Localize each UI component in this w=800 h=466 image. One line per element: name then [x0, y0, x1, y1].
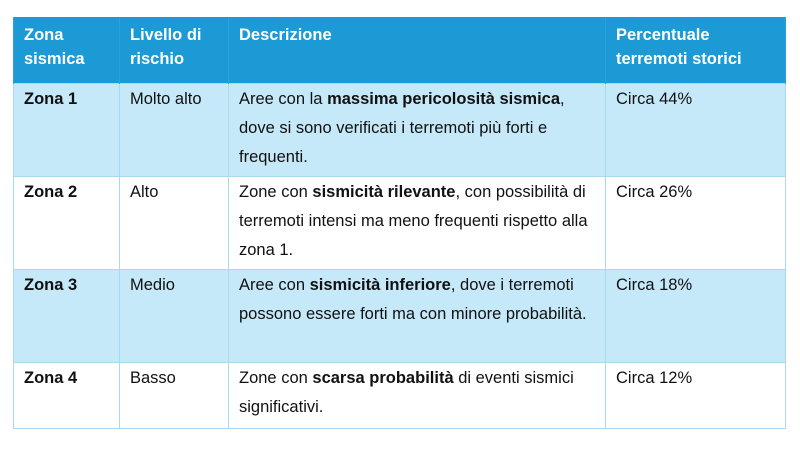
description-highlight: sismicità inferiore	[309, 275, 451, 294]
description-cell	[229, 362, 606, 428]
table-row	[14, 269, 786, 362]
description-text: Zone con	[239, 368, 313, 387]
description-cell	[229, 83, 606, 176]
header-percentage: Percentuale terremoti storici	[606, 17, 786, 83]
description-highlight: scarsa probabilità	[312, 368, 454, 387]
header-row	[14, 17, 786, 83]
description-text: , dove si sono verificati i terremoti più forti e frequenti.	[239, 89, 565, 166]
percentage-cell: Circa 18%	[606, 269, 786, 362]
description-cell	[229, 176, 606, 269]
header-zone: Zona sismica	[14, 17, 120, 83]
description-highlight: massima pericolosità sismica	[327, 89, 561, 108]
risk-cell: Alto	[120, 176, 229, 269]
zone-cell: Zona 4	[14, 362, 120, 428]
description-text: , con possibilità di terremoti intensi ma meno frequenti rispetto alla zona 1.	[239, 182, 588, 259]
description-text: Aree con	[239, 275, 310, 294]
percentage-cell: Circa 26%	[606, 176, 786, 269]
risk-cell: Molto alto	[120, 83, 229, 176]
percentage-cell: Circa 12%	[606, 362, 786, 428]
description-text: Aree con la	[239, 89, 328, 108]
description-text: , dove i terremoti possono essere forti ma con minore probabilità.	[239, 275, 587, 323]
description-cell	[229, 269, 606, 362]
description-text: di eventi sismici significativi.	[239, 368, 574, 416]
header-risk-level: Livello di rischio	[120, 17, 229, 83]
header-description: Descrizione	[229, 17, 606, 83]
table-row	[14, 176, 786, 269]
percentage-cell: Circa 44%	[606, 83, 786, 176]
zone-cell: Zona 3	[14, 269, 120, 362]
table-header	[14, 17, 786, 83]
zone-cell: Zona 1	[14, 83, 120, 176]
risk-cell: Basso	[120, 362, 229, 428]
table-row	[14, 83, 786, 176]
description-text: Zone con	[239, 182, 313, 201]
seismic-zones-table	[13, 17, 786, 429]
description-highlight: sismicità rilevante	[312, 182, 456, 201]
zone-cell: Zona 2	[14, 176, 120, 269]
table-body	[14, 83, 786, 428]
seismic-zones-table-container	[13, 17, 785, 429]
risk-cell: Medio	[120, 269, 229, 362]
table-row	[14, 362, 786, 428]
